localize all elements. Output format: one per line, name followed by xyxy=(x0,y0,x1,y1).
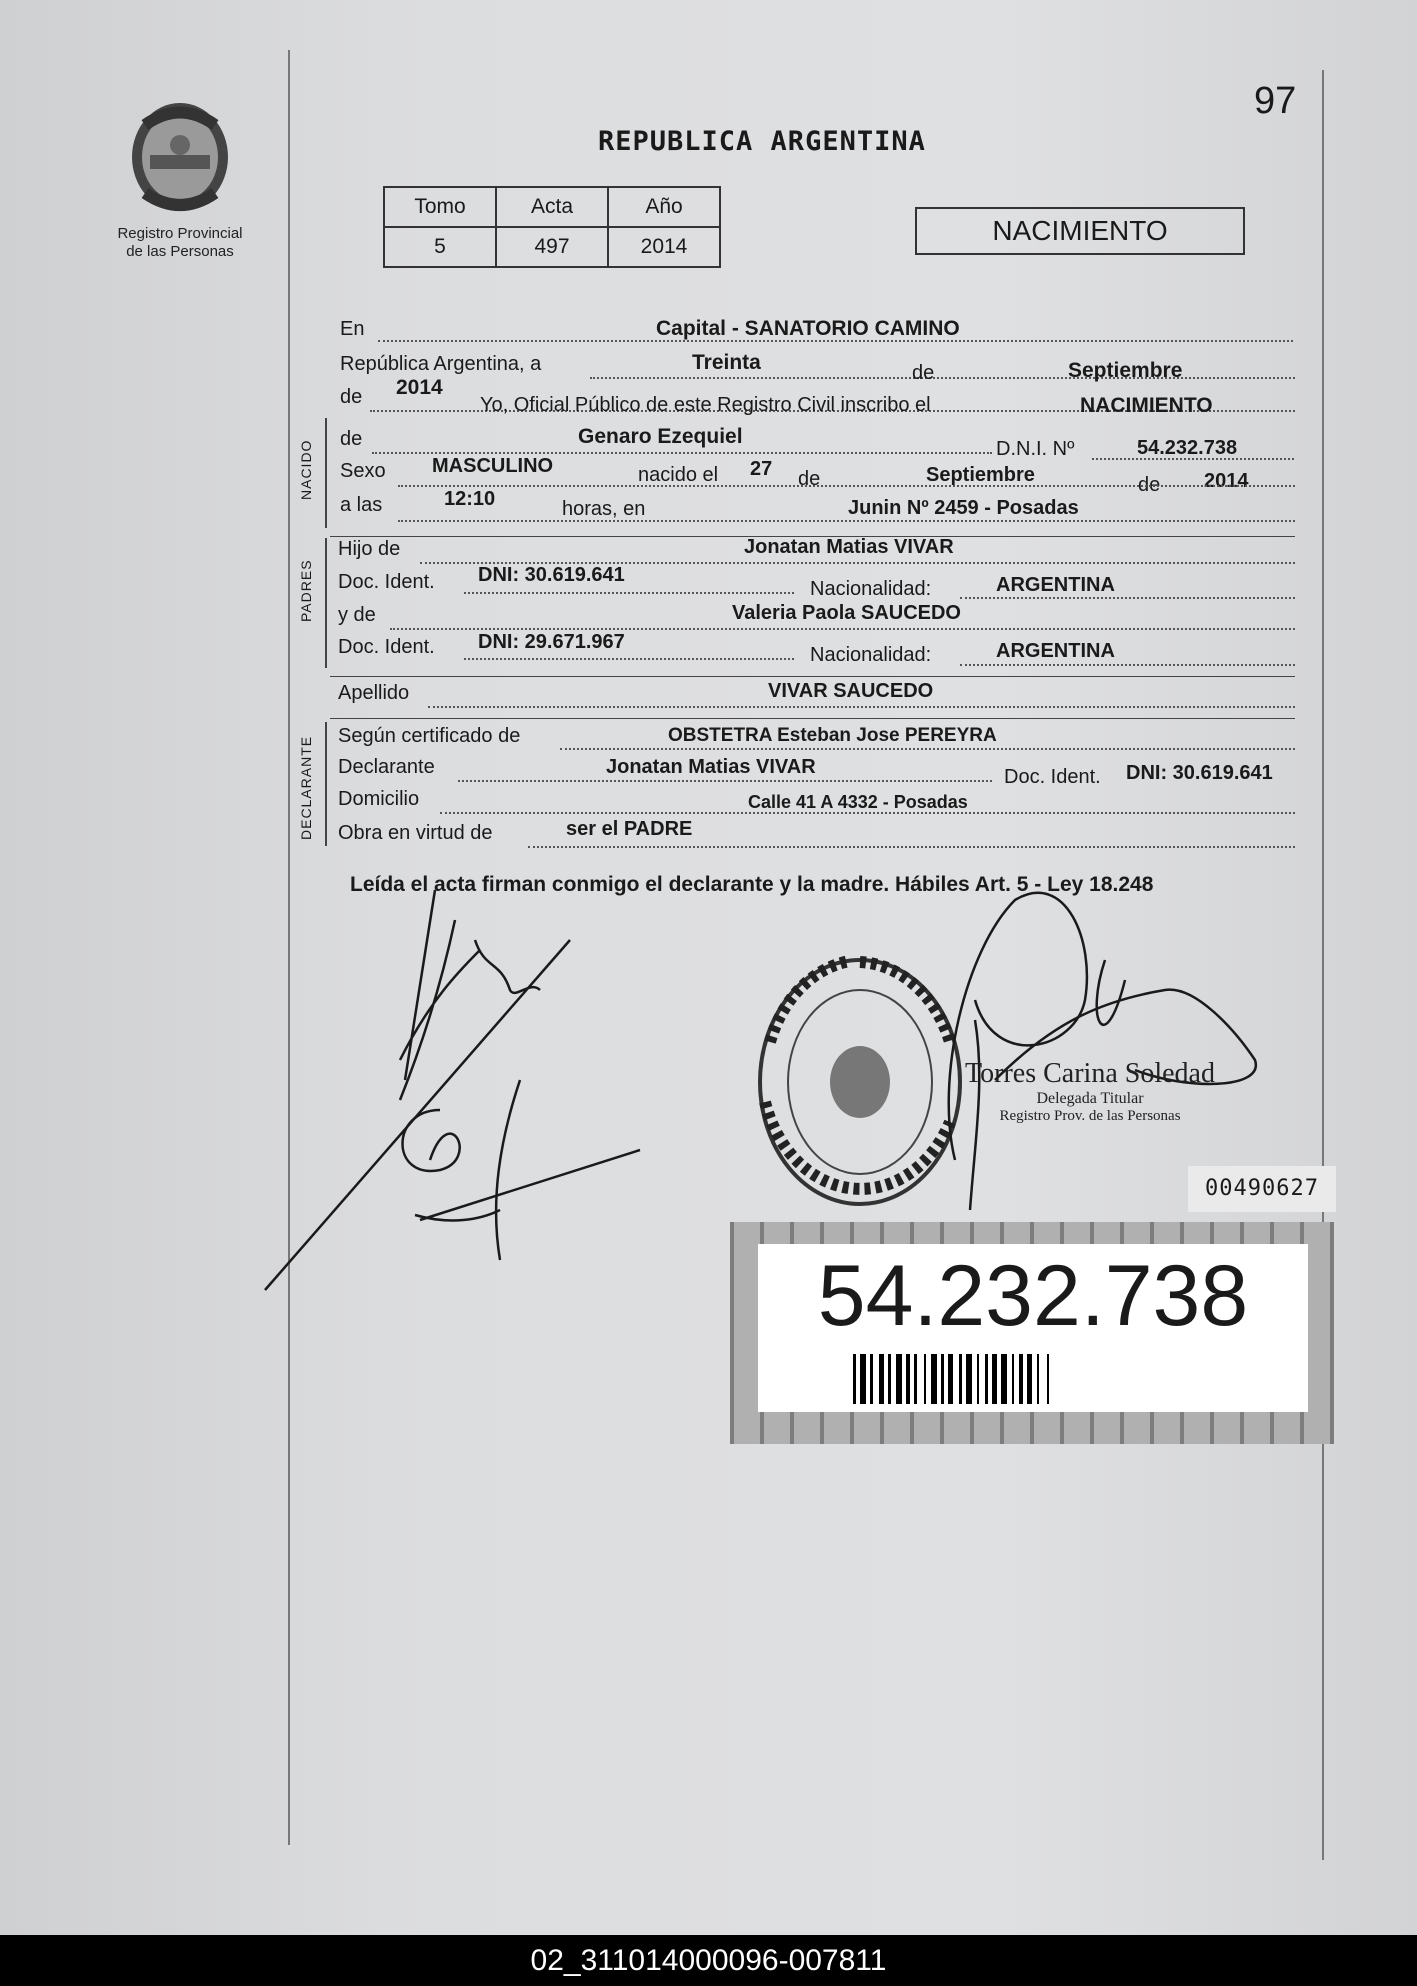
registry-table xyxy=(383,186,721,268)
father-doc-label: Doc. Ident. xyxy=(338,571,435,593)
birth-place-value: Junin Nº 2459 - Posadas xyxy=(848,497,1079,519)
officer-office: Registro Prov. de las Personas xyxy=(999,1108,1181,1124)
sbar xyxy=(325,538,327,668)
padres-label: PADRES xyxy=(298,559,314,622)
label-inner xyxy=(758,1244,1308,1412)
year-value: 2014 xyxy=(396,376,443,399)
father-nat-value: ARGENTINA xyxy=(996,574,1115,596)
dots xyxy=(398,485,1295,487)
officer-role: Delegada Titular xyxy=(1036,1090,1144,1107)
value-anio: 2014 xyxy=(608,227,720,267)
cert-label: Según certificado de xyxy=(338,725,521,747)
month-value: Septiembre xyxy=(1068,359,1183,382)
birth-day-value: 27 xyxy=(750,458,773,480)
dots xyxy=(960,664,1295,666)
sbar xyxy=(325,418,327,528)
header-tomo: Tomo xyxy=(384,187,496,227)
decl-doc-value: DNI: 30.619.641 xyxy=(1126,762,1273,784)
hline xyxy=(330,676,1295,677)
obra-value: ser el PADRE xyxy=(566,818,693,840)
mother-doc-value: DNI: 29.671.967 xyxy=(478,631,625,653)
label-dni-number: 54.232.738 xyxy=(817,1248,1249,1344)
alas-label: a las xyxy=(340,494,383,516)
nacido-de-label: de xyxy=(340,428,363,450)
de-label-3: de xyxy=(1138,474,1161,496)
dots xyxy=(390,628,1295,630)
record-type-box: NACIMIENTO xyxy=(915,207,1245,255)
obra-label: Obra en virtud de xyxy=(338,822,493,844)
document-title: REPUBLICA ARGENTINA xyxy=(598,126,926,157)
dots xyxy=(464,592,794,594)
de-label-2: de xyxy=(798,468,821,490)
value-tomo: 5 xyxy=(384,227,496,267)
control-number: 00490627 xyxy=(1188,1166,1336,1212)
republica-label: República Argentina, a xyxy=(340,353,542,375)
logo-caption-2: de las Personas xyxy=(126,243,234,260)
dots xyxy=(560,748,1295,750)
oficial-text: Yo, Oficial Público de este Registro Civil inscribo el xyxy=(480,394,931,416)
sexo-label: Sexo xyxy=(340,460,386,482)
yde-label: y de xyxy=(338,604,376,626)
father-nat-label: Nacionalidad: xyxy=(810,578,932,600)
decl-doc-label: Doc. Ident. xyxy=(1004,766,1101,788)
nacido-el-label: nacido el xyxy=(638,464,719,486)
birth-time-value: 12:10 xyxy=(444,488,496,510)
header-acta: Acta xyxy=(496,187,608,227)
day-word-value: Treinta xyxy=(692,351,761,374)
officer-name: Torres Carina Soledad xyxy=(965,1058,1215,1089)
place-value: Capital - SANATORIO CAMINO xyxy=(656,317,960,340)
decl-label: Declarante xyxy=(338,756,435,778)
page-number: 97 xyxy=(1254,80,1297,122)
birth-year-value: 2014 xyxy=(1204,470,1249,492)
father-name-value: Jonatan Matias VIVAR xyxy=(744,536,954,558)
file-id-footer: 02_311014000096-007811 xyxy=(0,1935,1417,1986)
sbar xyxy=(325,722,327,846)
de-label: de xyxy=(912,362,935,384)
dots xyxy=(590,377,1295,379)
dni-label: D.N.I. Nº xyxy=(996,438,1075,460)
dom-value: Calle 41 A 4332 - Posadas xyxy=(748,792,968,812)
dots xyxy=(960,597,1295,599)
decl-value: Jonatan Matias VIVAR xyxy=(606,756,816,778)
registry-logo xyxy=(100,95,260,261)
apellido-label: Apellido xyxy=(338,682,410,704)
father-doc-value: DNI: 30.619.641 xyxy=(478,564,625,586)
hijo-label: Hijo de xyxy=(338,538,401,560)
dots xyxy=(464,658,794,660)
mother-nat-value: ARGENTINA xyxy=(996,640,1115,662)
dots xyxy=(428,706,1295,708)
sexo-value: MASCULINO xyxy=(432,455,554,477)
dots xyxy=(372,452,992,454)
legal-statement: Leída el acta firman conmigo el declarante y la madre. Hábiles Art. 5 - Ley 18.248 xyxy=(350,873,1154,896)
cert-value: OBSTETRA Esteban Jose PEREYRA xyxy=(668,725,997,746)
dom-label: Domicilio xyxy=(338,788,420,810)
declarante-signature xyxy=(240,880,700,1300)
child-dni-value: 54.232.738 xyxy=(1137,437,1238,459)
right-margin-line xyxy=(1322,70,1324,1860)
declarante-label: DECLARANTE xyxy=(298,735,314,840)
officer-stamp xyxy=(965,1058,1215,1125)
mother-doc-label: Doc. Ident. xyxy=(338,636,435,658)
child-name-value: Genaro Ezequiel xyxy=(578,425,743,448)
value-acta: 497 xyxy=(496,227,608,267)
barcode-icon xyxy=(853,1354,1213,1404)
dni-barcode-label xyxy=(730,1222,1334,1444)
nacido-label: NACIDO xyxy=(298,439,314,500)
mother-name-value: Valeria Paola SAUCEDO xyxy=(732,602,961,624)
mother-nat-label: Nacionalidad: xyxy=(810,644,932,666)
horas-label: horas, en xyxy=(562,498,646,520)
hline xyxy=(330,718,1295,719)
dots xyxy=(398,520,1295,522)
en-label: En xyxy=(340,318,365,340)
birth-month-value: Septiembre xyxy=(926,464,1035,486)
officer-signature xyxy=(935,880,1265,1210)
dots xyxy=(458,780,992,782)
header-anio: Año xyxy=(608,187,720,227)
province-shield-icon xyxy=(115,95,245,220)
de2-label: de xyxy=(340,386,363,408)
logo-caption-1: Registro Provincial xyxy=(117,225,243,242)
act-value: NACIMIENTO xyxy=(1080,394,1213,417)
dots xyxy=(528,846,1295,848)
apellido-value: VIVAR SAUCEDO xyxy=(768,680,934,702)
